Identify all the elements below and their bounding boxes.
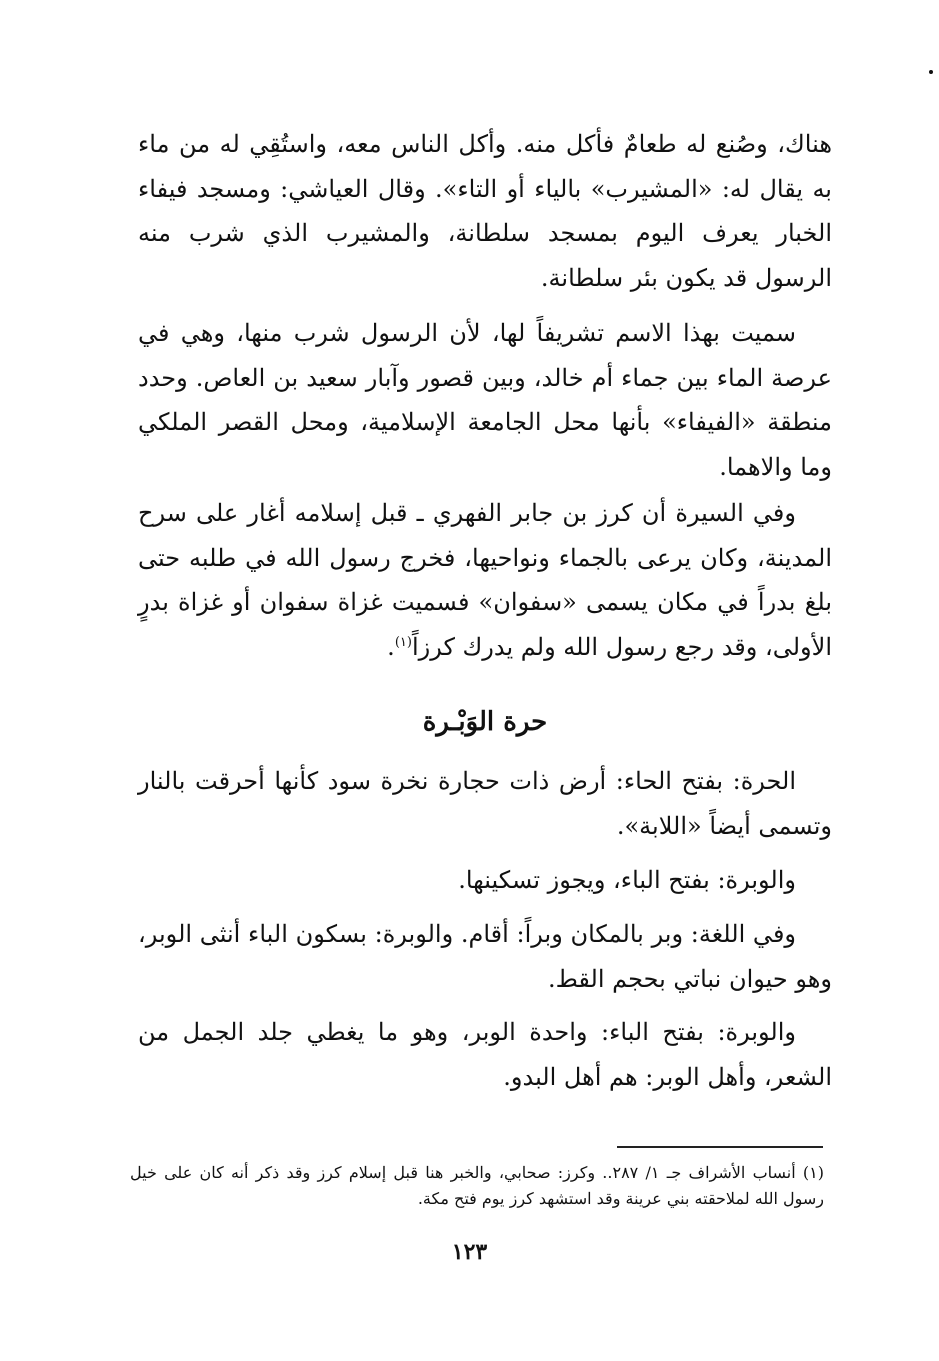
- page-number: ١٢٣: [451, 1239, 488, 1265]
- paragraph-3-period: .: [387, 632, 395, 661]
- footnote-marker: (١): [394, 634, 412, 650]
- paragraph-1: هناك، وصُنع له طعامٌ فأكل منه. وأكل الناس معه، واستُقِي له من ماء به يقال له: «المشيرب» بالياء أو التاء». وقال العياشي: ومسجد فيفاء الخبار يعرف اليوم بمسجد سلطانة، والمشيرب الذي شرب منه الرسول قد يكون بئر سلطانة.: [138, 130, 832, 292]
- paragraph-6: وفي اللغة: وبر بالمكان وبراً: أقام. والوبرة: بسكون الباء أنثى الوبر، وهو حيوان نباتي بحجم القط.: [138, 920, 832, 993]
- paragraph-5: والوبرة: بفتح الباء، ويجوز تسكينها.: [458, 866, 796, 894]
- scan-speck: [929, 70, 933, 74]
- paragraph-2: سميت بهذا الاسم تشريفاً لها، لأن الرسول شرب منها، وهي في عرصة الماء بين جماء أم خالد، وبين قصور وآبار سعيد بن العاص. وحدد منطقة «الفيفاء» بأنها محل الجامعة الإسلامية، ومحل القصر الملكي وما والاهما.: [138, 319, 832, 481]
- section-heading: حرة الوَبْـرة: [422, 707, 548, 737]
- paragraph-4: الحرة: بفتح الحاء: أرض ذات حجارة نخرة سود كأنها أحرقت بالنار وتسمى أيضاً «اللابة».: [138, 767, 832, 840]
- paragraph-3: وفي السيرة أن كرز بن جابر الفهري ـ قبل إسلامه أغار على سرح المدينة، وكان يرعى بالجماء ونواحيها، فخرج رسول الله في طلبه حتى بلغ بدراً في مكان يسمى «سفوان» فسميت غزاة سفوان أو غزاة بدرٍ الأولى، وقد رجع رسول الله ولم يدرك كرزاً$^{(١)}$.: [138, 499, 832, 661]
- paragraph-7: والوبرة: بفتح الباء: واحدة الوبر، وهو ما يغطي جلد الجمل من الشعر، وأهل الوبر: هم أهل البدو.: [138, 1018, 832, 1091]
- footnote: (١) أنساب الأشراف جـ ١/ ٢٨٧.. وكرز: صحابي، والخبر هنا قبل إسلام كرز وقد ذكر أنه كان على خيل رسول الله لملاحقته بني عرينة وقد استشهد كرز يوم فتح مكة.: [130, 1163, 825, 1208]
- footnote-divider: [617, 1146, 823, 1148]
